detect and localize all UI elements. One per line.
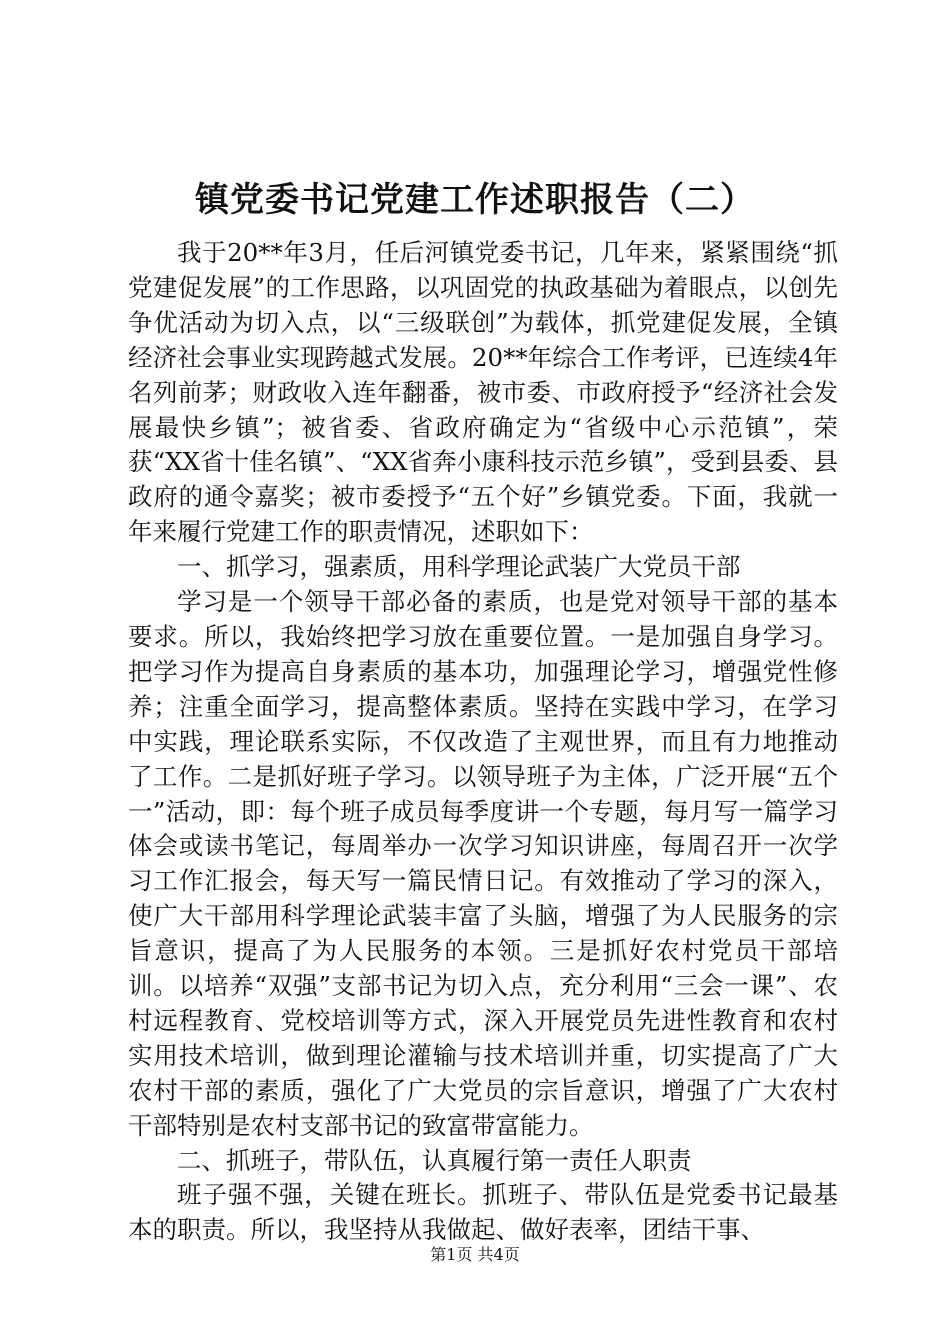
- section-heading-1: 一、抓学习，强素质，用科学理论武装广大党员干部: [177, 552, 741, 582]
- paragraph-study: 学习是一个领导干部必备的素质，也是党对领导干部的基本要求。所以，我始终把学习放在重要位置。一是加强自身学习。把学习作为提高自身素质的基本功，加强理论学习，增强党性修养；注重全面学习，提高整体素质。坚持在实践中学习，在学习中实践，理论联系实际，不仅改造了主观世界，而且有力地推动了工作。二是抓好班子学习。以领导班子为主体，广泛开展“五个一”活动，即：每个班子成员每季度讲一个专题，每月写一篇学习体会或读书笔记，每周举办一次学习知识讲座，每周召开一次学习工作汇报会，每天写一篇民情日记。有效推动了学习的深入，使广大干部用科学理论武装丰富了头脑，增强了为人民服务的宗旨意识，提高了为人民服务的本领。三是抓好农村党员干部培训。以培养“双强”支部书记为切入点，充分利用“三会一课”、农村远程教育、党校培训等方式，深入开展党员先进性教育和农村实用技术培训，做到理论灌输与技术培训并重，切实提高了广大农村干部的素质，强化了广大党员的宗旨意识，增强了广大农村干部特别是农村支部书记的致富带富能力。: [128, 587, 838, 1140]
- paragraph-team: 班子强不强，关键在班长。抓班子、带队伍是党委书记最基本的职责。所以，我坚持从我做起、做好表率，团结干事、: [128, 1180, 838, 1245]
- document-body: [128, 236, 838, 1248]
- document-title: 镇党委书记党建工作述职报告（二）: [195, 180, 755, 220]
- page-number-footer: 第1页 共4页: [430, 1245, 520, 1264]
- section-heading-2: 二、抓班子，带队伍，认真履行第一责任人职责: [177, 1145, 692, 1175]
- paragraph-intro: 我于20**年3月，任后河镇党委书记，几年来，紧紧围绕“抓党建促发展”的工作思路，以巩固党的执政基础为着眼点，以创先争优活动为切入点，以“三级联创”为载体，抓党建促发展，全镇经济社会事业实现跨越式发展。20**年综合工作考评，已连续4年名列前茅；财政收入连年翻番，被市委、市政府授予“经济社会发展最快乡镇”；被省委、省政府确定为“省级中心示范镇”，荣获“XX省十佳名镇”、“XX省奔小康科技示范乡镇”，受到县委、县政府的通令嘉奖；被市委授予“五个好”乡镇党委。下面，我就一年来履行党建工作的职责情况，述职如下：: [128, 238, 838, 547]
